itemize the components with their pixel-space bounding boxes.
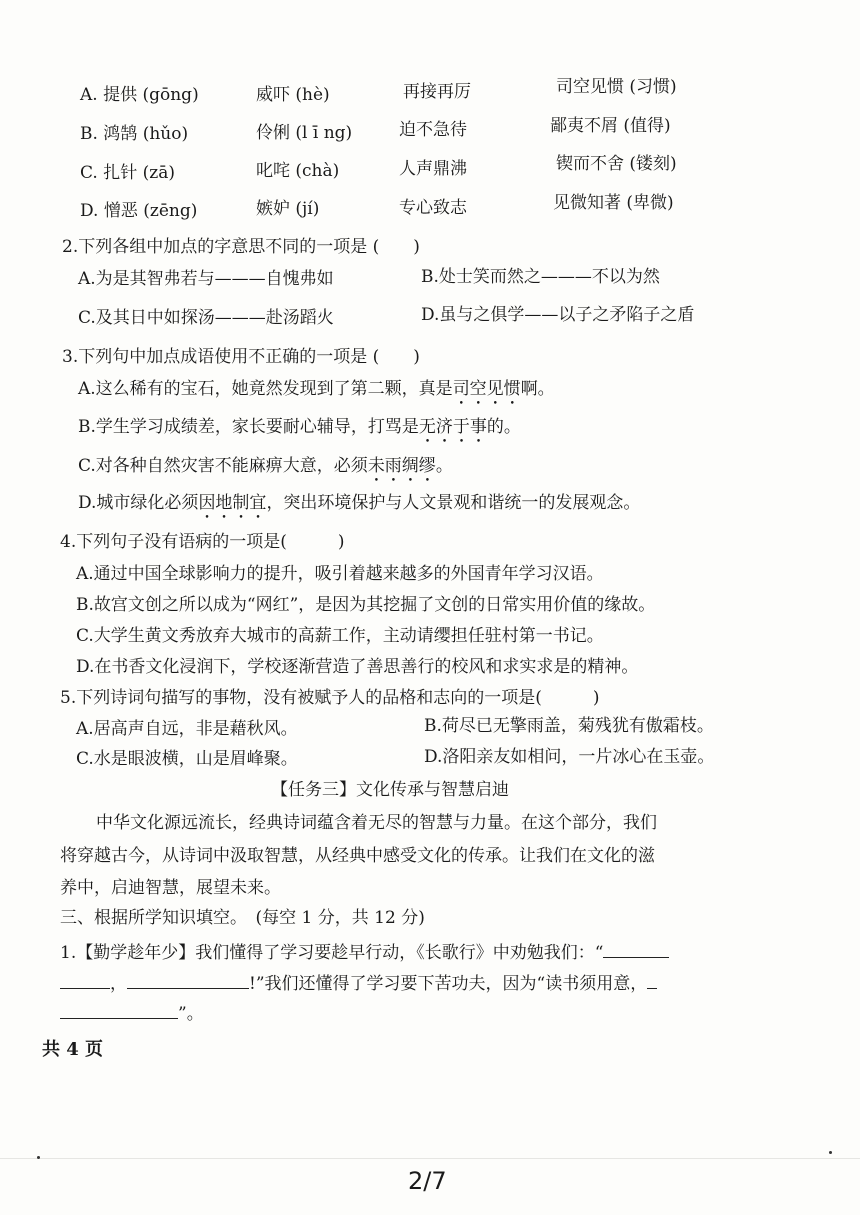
q1-option-d-word4: 见微知著 (卑微) [553,193,674,213]
q3-option-d [78,492,640,523]
q3-b-idiom: 无济于事 [418,417,487,437]
q3-d-end: ，突出环境保护与人文景观和谐统一的发展观念。 [266,493,641,513]
answer-blank-1-cont[interactable] [60,972,110,989]
q3-b-text: B.学生学习成绩差，家长要耐心辅导，打骂是 [78,417,419,437]
q1-option-a-word2: 威吓 (hè) [256,85,330,105]
q3-c-text: C.对各种自然灾害不能麻痹大意，必须 [78,456,368,476]
task3-paragraph-line2: 将穿越古今，从诗词中汲取智慧，从经典中感受文化的传承。让我们在文化的滋 [60,846,655,866]
q1-option-b-label: B. 鸿鹄 (hǔo) [80,124,189,144]
q3-d-text: D.城市绿化必须 [78,493,199,513]
q1-option-a-word4: 司空见惯 (习惯) [556,77,677,97]
q2-option-c: C.及其日中如探汤———赴汤蹈火 [78,308,334,328]
comma-separator: ， [110,974,127,994]
q1-option-a-word3: 再接再厉 [403,82,471,102]
task3-paragraph-line1: 中华文化源远流长，经典诗词蕴含着无尽的智慧与力量。在这个部分，我们 [96,813,657,833]
q5-option-b: B.荷尽已无擎雨盖，菊残犹有傲霜枝。 [424,716,714,736]
section3-q1-end: ”。 [178,1004,204,1024]
q3-option-c [78,455,453,486]
q3-a-end: 啊。 [520,379,555,399]
section3-heading: 三、根据所学知识填空。 (每空 1 分，共 12 分) [60,908,425,928]
q1-option-d-word3: 专心致志 [399,198,467,218]
q1-option-b-word2: 伶俐 (l ī ng) [256,123,353,143]
q3-a-text: A.这么稀有的宝石，她竟然发现到了第二颗，真是 [78,379,453,399]
q1-option-b-word4: 鄙夷不屑 (值得) [550,116,671,136]
scan-speck-right [829,1151,832,1154]
q1-option-c-word3: 人声鼎沸 [399,159,467,179]
q1-option-b-word3: 迫不急待 [399,120,467,140]
answer-blank-3[interactable] [647,972,657,989]
scan-speck-left [37,1156,40,1159]
q5-option-c: C.水是眼波横，山是眉峰聚。 [76,749,298,769]
task3-paragraph-line3: 养中，启迪智慧，展望未来。 [60,878,281,898]
q4-option-a: A.通过中国全球影响力的提升，吸引着越来越多的外国青年学习汉语。 [76,564,604,584]
q3-stem: 3.下列句中加点成语使用不正确的一项是 ( ) [62,347,420,367]
scan-divider [0,1158,860,1159]
section3-q1-line2 [60,972,657,995]
section3-q1-middle: !”我们还懂得了学习要下苦功夫，因为“读书须用意， [249,974,648,994]
q1-option-a-label: A. 提供 (gōng) [80,85,199,105]
q3-option-a [78,378,555,409]
section3-q1-line3 [60,1002,204,1025]
q5-option-a: A.居高声自远，非是藉秋风。 [76,719,298,739]
q1-option-c-word4: 锲而不舍 (镂刻) [556,154,677,174]
q1-option-c-label: C. 扎针 (zā) [80,163,175,183]
q5-stem: 5.下列诗词句描写的事物，没有被赋予人的品格和志向的一项是( ) [60,688,600,708]
q2-option-b: B.处士笑而然之———不以为然 [421,267,660,287]
q3-d-idiom: 因地制宜 [198,493,267,513]
q2-option-d: D.虽与之俱学——以子之矛陷子之盾 [421,305,695,325]
total-pages: 共 4 页 [42,1039,104,1060]
q1-option-d-word2: 嫉妒 (jí) [256,199,320,219]
q4-option-c: C.大学生黄文秀放弃大城市的高薪工作，主动请缨担任驻村第一书记。 [76,626,604,646]
q3-c-end: 。 [435,456,453,476]
q4-option-d: D.在书香文化浸润下，学校逐渐营造了善思善行的校风和求实求是的精神。 [76,657,639,677]
q1-option-d-label: D. 憎恶 (zēng) [80,201,198,221]
answer-blank-3-cont[interactable] [60,1002,178,1019]
q3-b-end: 的。 [486,417,521,437]
q4-stem: 4.下列句子没有语病的一项是( ) [60,532,345,552]
q4-option-b: B.故宫文创之所以成为“网红”，是因为其挖掘了文创的日常实用价值的缘故。 [76,595,656,615]
q2-option-a: A.为是其智弗若与———自愧弗如 [78,269,334,289]
section3-q1-prompt: 1.【勤学趁年少】我们懂得了学习要趁早行动，《长歌行》中劝勉我们：“ [60,943,604,963]
q1-option-c-word2: 叱咤 (chà) [256,161,340,181]
q3-a-idiom: 司空见惯 [452,379,521,399]
answer-blank-1[interactable] [603,941,669,958]
q2-stem: 2.下列各组中加点的字意思不同的一项是 ( ) [62,237,420,257]
task3-title: 【任务三】文化传承与智慧启迪 [271,780,509,800]
page-number: 2/7 [408,1167,447,1195]
section3-q1-line1 [60,941,669,964]
q3-c-idiom: 未雨绸缪 [367,456,436,476]
q3-option-b [78,416,521,447]
q5-option-d: D.洛阳亲友如相问，一片冰心在玉壶。 [424,747,715,767]
answer-blank-2[interactable] [127,972,249,989]
